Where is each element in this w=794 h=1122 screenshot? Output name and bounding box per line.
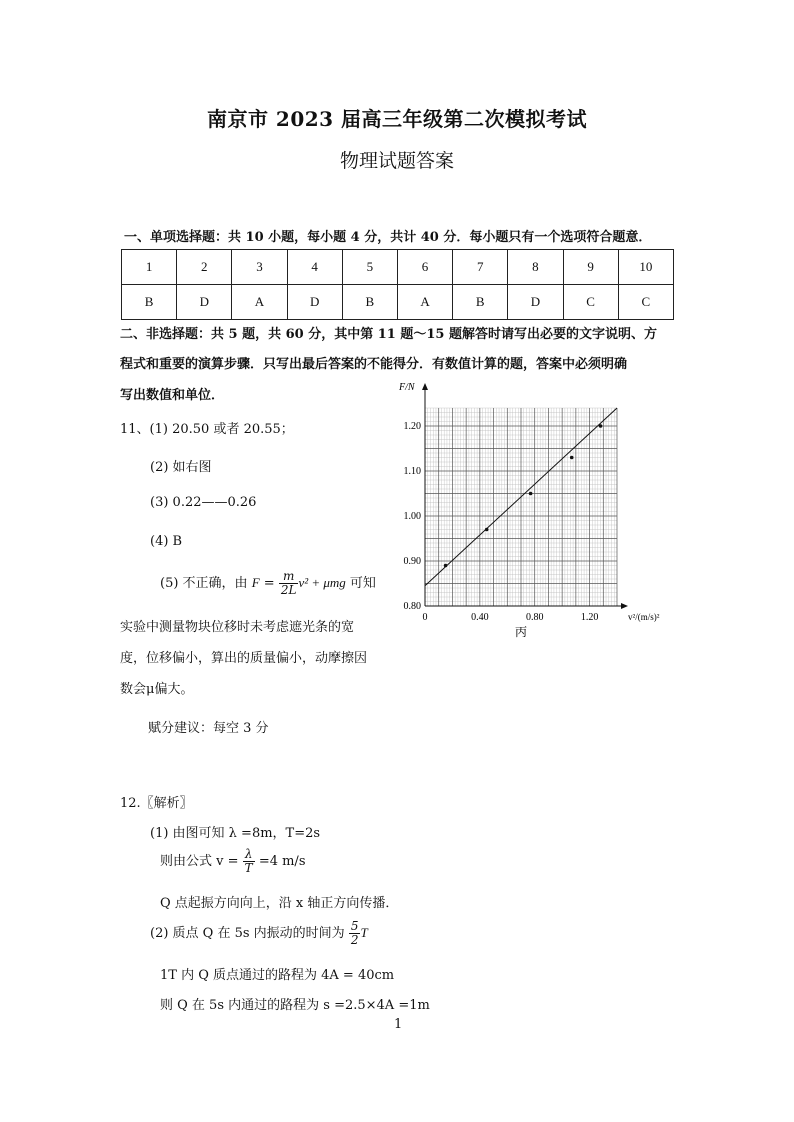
page-subtitle: 物理试题答案 <box>339 150 454 172</box>
section2-line3: 写出数值和单位． <box>120 388 225 403</box>
question-number-cell: 1 <box>122 250 177 285</box>
lambda-over-T-fraction <box>243 848 255 875</box>
q11-part1: 11、(1) 20.50 或者 20.55； <box>120 422 294 437</box>
q12-line4 <box>150 920 368 947</box>
answer-cell: D <box>508 285 563 320</box>
q11-part5-line2: 实验中测量物块位移时未考虑遮光条的宽 <box>120 620 355 635</box>
answer-cell: D <box>287 285 342 320</box>
y-tick-label: 1.20 <box>403 421 421 432</box>
fraction-numerator: 5 <box>350 919 359 933</box>
q12-line2-prefix: 则由公式 v = <box>160 854 239 870</box>
section2-line2: 程式和重要的演算步骤．只写出最后答案的不能得分．有数值计算的题，答案中必须明确 <box>120 357 628 372</box>
y-tick-label: 0.80 <box>403 601 421 612</box>
answer-cell: A <box>232 285 287 320</box>
question-number-cell: 10 <box>618 250 673 285</box>
answer-cell: C <box>563 285 618 320</box>
y-tick-label: 1.00 <box>403 511 421 522</box>
q12-line1: (1) 由图可知 λ =8m，T=2s <box>150 826 321 841</box>
question-number-cell: 5 <box>342 250 397 285</box>
fraction-numerator: m <box>279 570 299 584</box>
formula-F: F <box>251 575 260 591</box>
fraction-denominator: T <box>244 861 253 876</box>
y-tick-label: 0.90 <box>403 556 421 567</box>
q11-part5-formula-line <box>160 570 376 597</box>
q12-line4-prefix: (2) 质点 Q 在 5s 内振动的时间为 <box>150 926 345 942</box>
answer-table <box>121 249 674 320</box>
q11-part5-prefix: (5) 不正确，由 <box>160 576 248 592</box>
question-number-cell: 8 <box>508 250 563 285</box>
q11-part4: (4) B <box>150 534 183 549</box>
q12-line6: 则 Q 在 5s 内通过的路程为 s =2.5×4A =1m <box>160 998 430 1013</box>
y-tick-label: 1.10 <box>403 466 421 477</box>
q12-line3: Q 点起振方向向上，沿 x 轴正方向传播． <box>160 896 399 911</box>
answer-cell: B <box>122 285 177 320</box>
q12-line4-suffix: T <box>360 925 368 941</box>
y-axis-arrow <box>422 383 428 390</box>
q12-line2-suffix: =4 m/s <box>258 854 306 870</box>
data-point <box>599 424 603 428</box>
data-point <box>485 528 489 532</box>
formula-fraction <box>279 570 299 597</box>
q12-heading: 12.〖解析〗 <box>120 796 193 811</box>
answer-cell: B <box>342 285 397 320</box>
answer-cell: B <box>453 285 508 320</box>
x-tick-label: 1.20 <box>580 612 599 623</box>
x-tick-label: 0.80 <box>525 612 544 623</box>
answer-cell: A <box>397 285 452 320</box>
page-number: 1 <box>394 1017 403 1032</box>
x-tick-label: 0 <box>422 612 428 623</box>
x-axis-label: v²/(m/s)² <box>628 612 660 622</box>
question-number-cell: 3 <box>232 250 287 285</box>
data-point <box>529 492 533 496</box>
answer-cell: D <box>177 285 232 320</box>
fraction-numerator: λ <box>243 848 255 862</box>
five-halves-fraction <box>349 920 361 947</box>
question-number-cell: 7 <box>453 250 508 285</box>
question-number-cell: 6 <box>397 250 452 285</box>
fraction-denominator: 2L <box>280 583 297 598</box>
answer-table-answers-row <box>122 285 674 320</box>
formula-equals: = <box>259 576 279 592</box>
q11-part5-suffix: 可知 <box>345 576 376 592</box>
q11-part5-line3: 度，位移偏小，算出的质量偏小，动摩擦因 <box>120 651 368 666</box>
fraction-denominator: 2 <box>350 933 359 948</box>
page-title: 南京市 2023 届高三年级第二次模拟考试 <box>206 107 588 131</box>
force-velocity-graph <box>385 378 685 643</box>
data-point <box>444 564 448 568</box>
y-axis-label: F/N <box>399 382 415 393</box>
answer-cell: C <box>618 285 673 320</box>
q12-line5: 1T 内 Q 质点通过的路程为 4A = 40cm <box>160 968 395 983</box>
data-point <box>570 456 574 460</box>
q11-part5-line4: 数会μ偏大。 <box>120 682 194 697</box>
section1-heading: 一、单项选择题：共 10 小题，每小题 4 分，共计 40 分．每小题只有一个选项符合题意． <box>124 230 652 245</box>
tick-labels <box>398 382 660 639</box>
answer-table-numbers-row <box>122 250 674 285</box>
question-number-cell: 4 <box>287 250 342 285</box>
x-axis-arrow <box>621 603 628 609</box>
q12-line2 <box>160 848 306 875</box>
question-number-cell: 9 <box>563 250 618 285</box>
question-number-cell: 2 <box>177 250 232 285</box>
q11-score-note: 赋分建议：每空 3 分 <box>148 721 269 736</box>
formula-tail: v² + μmg <box>298 575 346 591</box>
q11-part2: (2) 如右图 <box>150 460 212 475</box>
section2-line1: 二、非选择题：共 5 题，共 60 分，其中第 11 题～15 题解答时请写出必要的文字说明、方 <box>120 327 657 342</box>
chart-caption: 丙 <box>514 625 528 639</box>
q11-part3: (3) 0.22——0.26 <box>150 495 257 510</box>
x-tick-label: 0.40 <box>471 612 489 623</box>
